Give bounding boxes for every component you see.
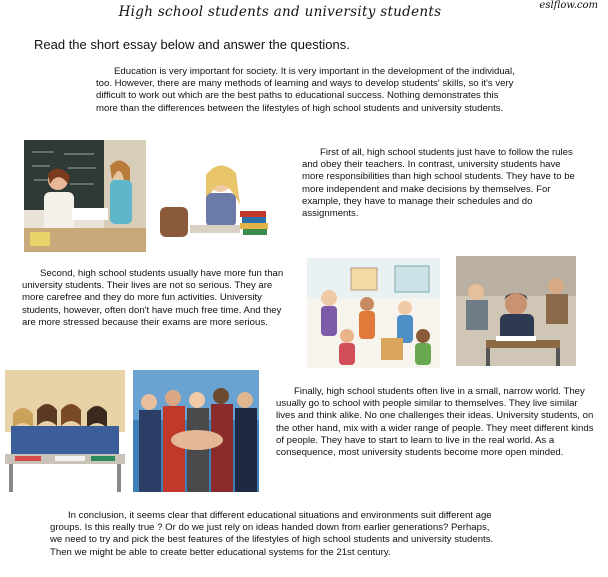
paragraph-conclusion: In conclusion, it seems clear that different educational situations and environments suit different age groups. Is this really true ? Or do we just rely on ideas handed down from earlier generations? Perhaps, we need to try and pick the best features of the lifestyles of high school students and university students. Then we might be able to create better educational systems for the 21st century. — [50, 510, 494, 558]
paragraph-second: Second, high school students usually have more fun than university students. Their lives are not so serious. They are more carefree and they do more fun activities. University students, however, often don't have much free time. And they are more stressed because their exams are more serious. — [22, 268, 284, 328]
paragraph-first: First of all, high school students just have to follow the rules and obey their teachers. In contrast, university students have more responsibilities than high school students. They have to be more independent and make decisions by themselves. For example, they have to manage their schedules and do assignments. — [302, 147, 575, 220]
student-studying-books-photo — [150, 155, 274, 243]
instruction-text: Read the short essay below and answer the questions. — [34, 37, 350, 52]
teacher-classroom-photo — [24, 140, 146, 252]
paragraph-finally: Finally, high school students often live in a small, narrow world. They usually go to school with people similar to themselves. They live similar lives and think alike. No one challenges their ideas. University students, on the other hand, mix with a wider range of people. They meet different kinds of people. They have to start to learn to live in the real world. As a consequence, most university students become more open minded. — [276, 386, 594, 459]
group-at-desk-photo — [5, 370, 125, 492]
students-exam-photo — [456, 256, 576, 366]
students-hands-together-photo — [133, 370, 259, 492]
site-name: eslflow.com — [539, 0, 598, 11]
page-title: High school students and university students — [118, 4, 442, 20]
paragraph-intro: Education is very important for society. It is very important in the development of the individual, too. However, there are many methods of learning and ways to develop students' skills, so it's very difficult to work out which are the best paths to educational success. Nothing demonstrates this more than the differences between the lifestyles of high school students and university students. — [96, 66, 515, 114]
kids-cartoon-illustration — [307, 258, 440, 368]
